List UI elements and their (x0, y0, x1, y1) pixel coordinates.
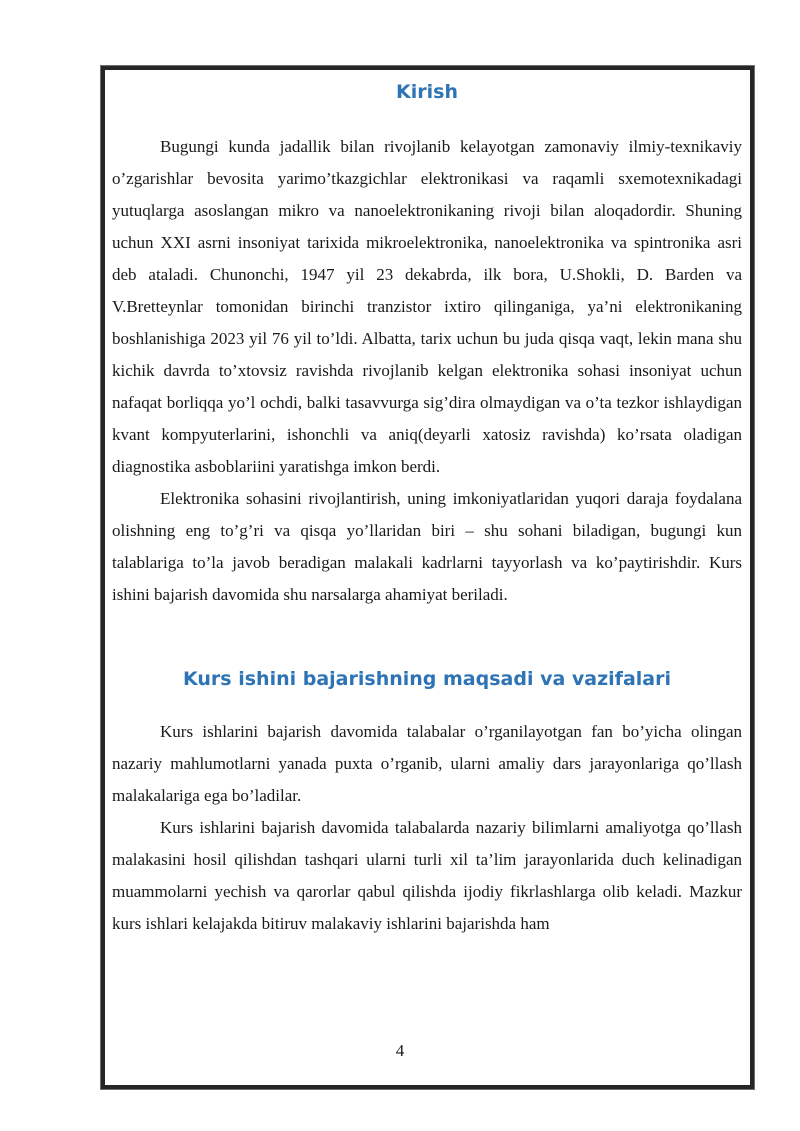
goals-paragraph-2: Kurs ishlarini bajarish davomida talabalarda nazariy bilimlarni amaliyotga qo’llash malakasini hosil qilishdan tashqari ularni turli xil ta’lim jarayonlarida duch kelinadigan muammolarni yechish va qarorlar qabul qilishda ijodiy fikrlashlarga olib keladi. Mazkur kurs ishlari kelajakda bitiruv malakaviy ishlarini bajarishda ham (112, 818, 742, 933)
intro-section (112, 131, 742, 611)
document-body (112, 70, 742, 940)
section-spacer (112, 611, 742, 667)
intro-paragraph-2: Elektronika sohasini rivojlantirish, uning imkoniyatlaridan yuqori daraja foydalana olishning eng to’g’ri va qisqa yo’llaridan biri – shu sohani biladigan, bugungi kun talablariga to’la javob beradigan malakali kadrlarni tayyorlash va ko’paytirishdir. Kurs ishini bajarish davomida shu narsalarga ahamiyat beriladi. (112, 489, 742, 604)
intro-heading: Kirish (396, 81, 458, 103)
goals-paragraph-1: Kurs ishlarini bajarish davomida talabalar o’rganilayotgan fan bo’yicha olingan nazariy mahlumotlarni yanada puxta o’rganib, ularni amaliy dars jarayonlariga qo’llash malakalariga ega bo’ladilar. (112, 722, 742, 805)
intro-paragraph-1: Bugungi kunda jadallik bilan rivojlanib kelayotgan zamonaviy ilmiy-texnikaviy o’zgarishlar bevosita yarimo’tkazgichlar elektronikasi va raqamli sxemotexnikadagi yutuqlarga asoslangan mikro va nanoelektronikaning rivoji bilan aloqadordir. Shuning uchun XXI asrni insoniyat tarixida mikroelektronika, nanoelektronika va spintronika asri deb ataladi. Chunonchi, 1947 yil 23 dekabrda, ilk bora, U.Shokli, D. Barden va V.Bretteynlar tomonidan birinchi tranzistor ixtiro qilinganiga, ya’ni elektronikaning boshlanishiga 2023 yil 76 yil to’ldi. Albatta, tarix uchun bu juda qisqa vaqt, lekin mana shu kichik davrda to’xtovsiz ravishda rivojlanib kelgan elektronika sohasi insoniyat uchun nafaqat borliqqa yo’l ochdi, balki tasavvurga sig’dira olmaydigan va o’ta tezkor ishlaydigan kvant kompyuterlarini, ishonchli va aniq(deyarli xatosiz ravishda) ko’rsata oladigan diagnostika asboblariini yaratishga imkon berdi. (112, 137, 742, 476)
goals-section (112, 716, 742, 940)
goals-heading: Kurs ishini bajarishning maqsadi va vazifalari (183, 668, 671, 690)
page-number: 4 (395, 1041, 405, 1060)
